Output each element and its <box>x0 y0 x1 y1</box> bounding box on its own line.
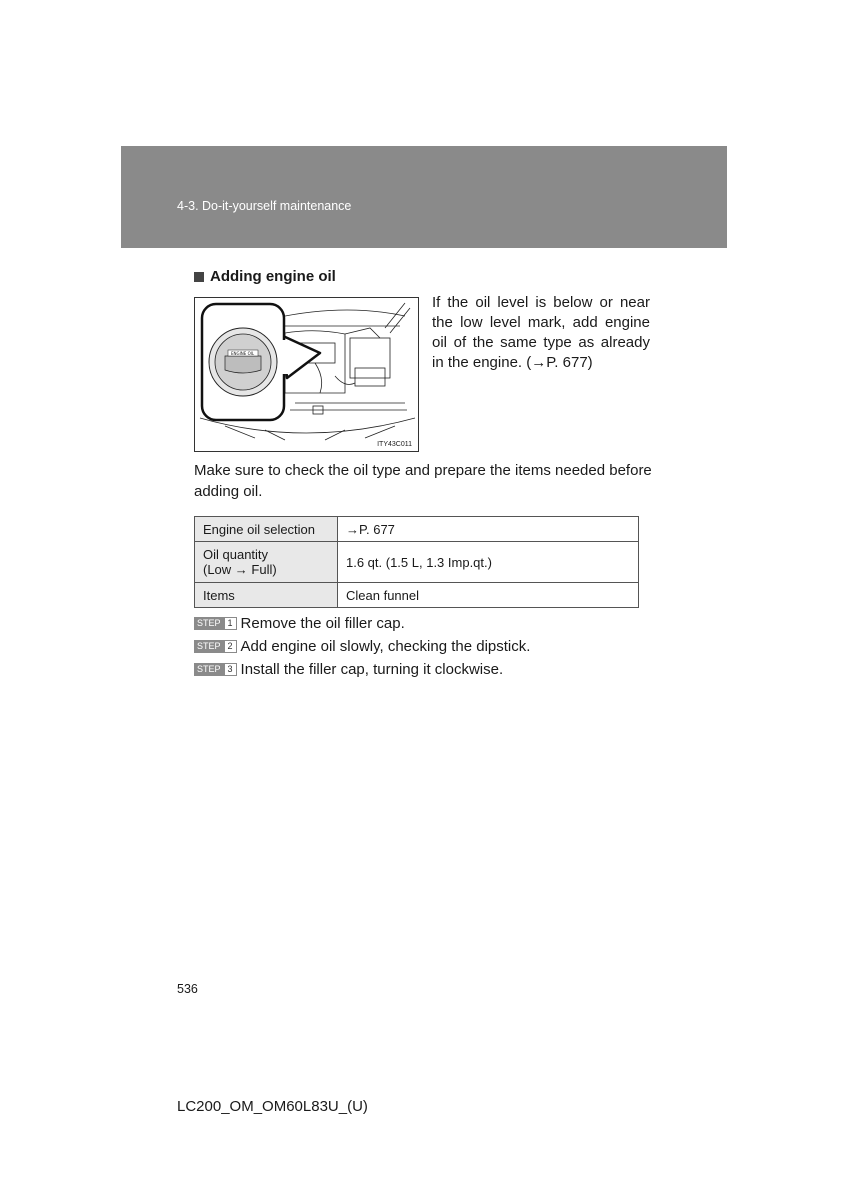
table-label-line: Oil quantity <box>203 547 269 562</box>
table-value: Clean funnel <box>338 583 639 608</box>
section-label: 4-3. Do-it-yourself maintenance <box>177 199 352 213</box>
table-label <box>195 542 338 583</box>
figure-code: ITY43C011 <box>377 441 412 448</box>
table-value: 1.6 qt. (1.5 L, 1.3 Imp.qt.) <box>338 542 639 583</box>
table-row <box>195 517 639 542</box>
intro-paragraph: Make sure to check the oil type and prepare the items needed before adding oil. <box>194 462 652 500</box>
step-badge <box>194 640 237 653</box>
step-word: STEP <box>194 640 224 653</box>
step-text: Add engine oil slowly, checking the dipstick. <box>240 638 531 655</box>
step-text: Remove the oil filler cap. <box>240 615 405 632</box>
step-item <box>194 635 530 658</box>
step-word: STEP <box>194 663 224 676</box>
oil-level-instruction: If the oil level is below or near the low level mark, add engine oil of the same type as already in the engine. (→P. 677) <box>432 294 650 371</box>
page-number: 536 <box>177 982 198 996</box>
table-value: →P. 677 <box>338 517 639 542</box>
document-code: LC200_OM_OM60L83U_(U) <box>177 1098 368 1115</box>
header-band <box>121 146 727 248</box>
step-number: 2 <box>224 640 237 653</box>
step-badge <box>194 663 237 676</box>
step-badge <box>194 617 237 630</box>
step-item <box>194 612 530 635</box>
step-number: 3 <box>224 663 237 676</box>
step-word: STEP <box>194 617 224 630</box>
section-title: Adding engine oil <box>210 268 336 285</box>
table-row <box>195 583 639 608</box>
table-label-line: (Low → Full) <box>203 562 277 577</box>
steps-list <box>194 612 530 681</box>
oil-spec-table <box>194 516 639 608</box>
table-label: Engine oil selection <box>195 517 338 542</box>
engine-oil-illustration <box>194 297 419 452</box>
step-number: 1 <box>224 617 237 630</box>
square-bullet-icon <box>194 272 204 282</box>
step-text: Install the filler cap, turning it clockwise. <box>240 661 504 678</box>
step-item <box>194 658 530 681</box>
section-heading <box>194 268 336 285</box>
table-label: Items <box>195 583 338 608</box>
svg-text:ENGINE OIL: ENGINE OIL <box>231 351 255 356</box>
engine-bay-drawing <box>195 298 419 452</box>
table-row <box>195 542 639 583</box>
